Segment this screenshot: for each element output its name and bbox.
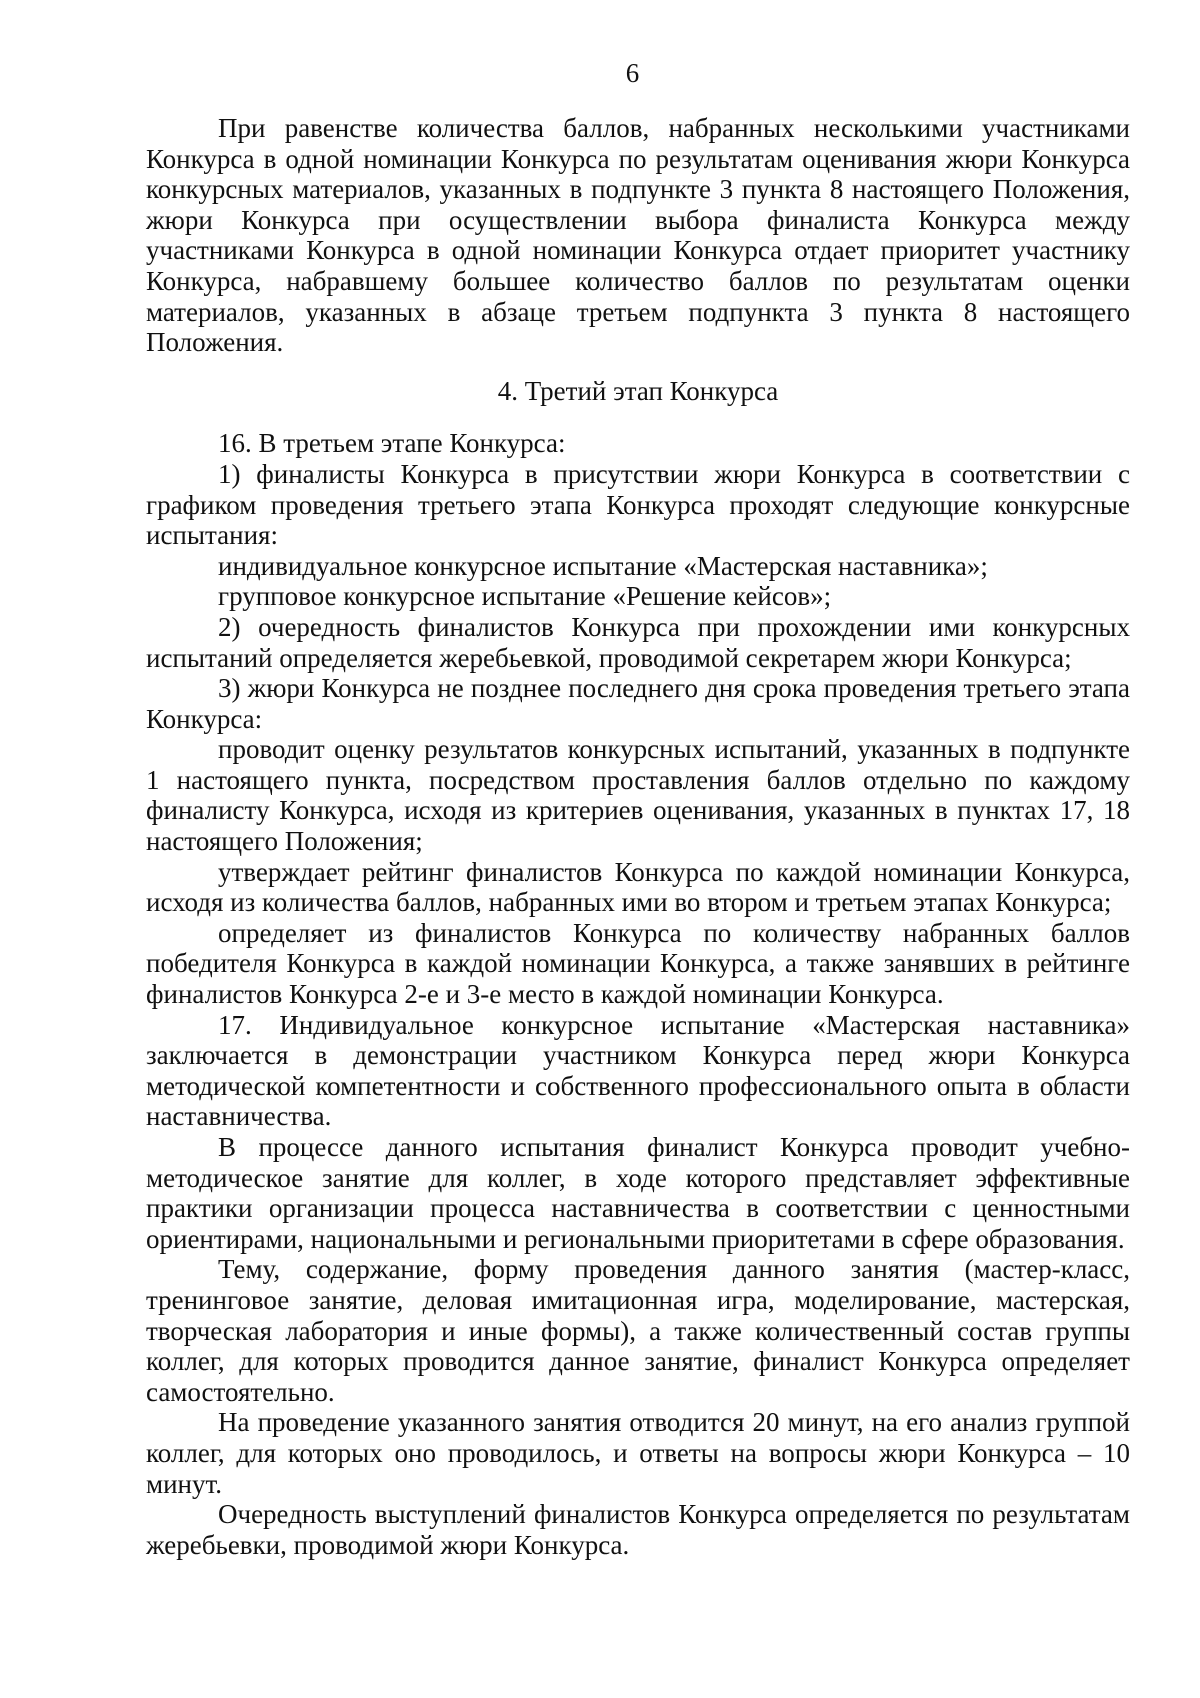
paragraph: На проведение указанного занятия отводится 20 минут, на его анализ группой коллег, для которых оно проводилось, и ответы на вопросы жюри Конкурса – 10 минут.: [146, 1407, 1130, 1499]
page-number: 6: [625, 58, 640, 88]
paragraph: Очередность выступлений финалистов Конкурса определяется по результатам жеребьевки, проводимой жюри Конкурса.: [146, 1499, 1130, 1560]
paragraph: При равенстве количества баллов, набранных несколькими участниками Конкурса в одной номинации Конкурса по результатам оценивания жюри Конкурса конкурсных материалов, указанных в подпункте 3 пункта 8 настоящего Положения, жюри Конкурса при осуществлении выбора финалиста Конкурса между участниками Конкурса в одной номинации Конкурса отдает приоритет участнику Конкурса, набравшему большее количество баллов по результатам оценки материалов, указанных в абзаце третьем подпункта 3 пункта 8 настоящего Положения.: [146, 113, 1130, 358]
paragraph: 16. В третьем этапе Конкурса:: [218, 428, 566, 459]
paragraph: индивидуальное конкурсное испытание «Мастерская наставника»;: [218, 550, 988, 581]
paragraph: 2) очередность финалистов Конкурса при прохождении ими конкурсных испытаний определяется жеребьевкой, проводимой секретарем жюри Конкурса;: [146, 611, 1130, 673]
paragraph: проводит оценку результатов конкурсных испытаний, указанных в подпункте 1 настоящего пункта, посредством проставления баллов отдельно по каждому финалисту Конкурса, исходя из критериев оценивания, указанных в пунктах 17, 18 настоящего Положения;: [146, 734, 1130, 857]
paragraph: 3) жюри Конкурса не позднее последнего дня срока проведения третьего этапа Конкурса:: [146, 673, 1130, 734]
paragraph: групповое конкурсное испытание «Решение кейсов»;: [218, 581, 832, 612]
paragraph: 17. Индивидуальное конкурсное испытание «Мастерская наставника» заключается в демонстрации участником Конкурса перед жюри Конкурса методической компетентности и собственного профессионального опыта в области наставничества.: [146, 1009, 1130, 1132]
paragraph: Тему, содержание, форму проведения данного занятия (мастер-класс, тренинговое занятие, деловая имитационная игра, моделирование, мастерская, творческая лаборатория и иные формы), а также количественный состав группы коллег, для которых проводится данное занятие, финалист Конкурса определяет самостоятельно.: [146, 1254, 1130, 1407]
paragraph: определяет из финалистов Конкурса по количеству набранных баллов победителя Конкурса в каждой номинации Конкурса, а также занявших в рейтинге финалистов Конкурса 2-е и 3-е место в каждой номинации Конкурса.: [146, 917, 1130, 1010]
section-heading: 4. Третий этап Конкурса: [497, 375, 779, 406]
paragraph: В процессе данного испытания финалист Конкурса проводит учебно-методическое занятие для коллег, в ходе которого представляет эффективные практики организации процесса наставничества в соответствии с ценностными ориентирами, национальными и региональными приоритетами в сфере образования.: [146, 1132, 1130, 1254]
paragraph: 1) финалисты Конкурса в присутствии жюри Конкурса в соответствии с графиком проведения третьего этапа Конкурса проходят следующие конкурсные испытания:: [146, 458, 1130, 551]
paragraph: утверждает рейтинг финалистов Конкурса по каждой номинации Конкурса, исходя из количества баллов, набранных ими во втором и третьем этапах Конкурса;: [146, 856, 1130, 918]
document-body: [146, 113, 1130, 1560]
